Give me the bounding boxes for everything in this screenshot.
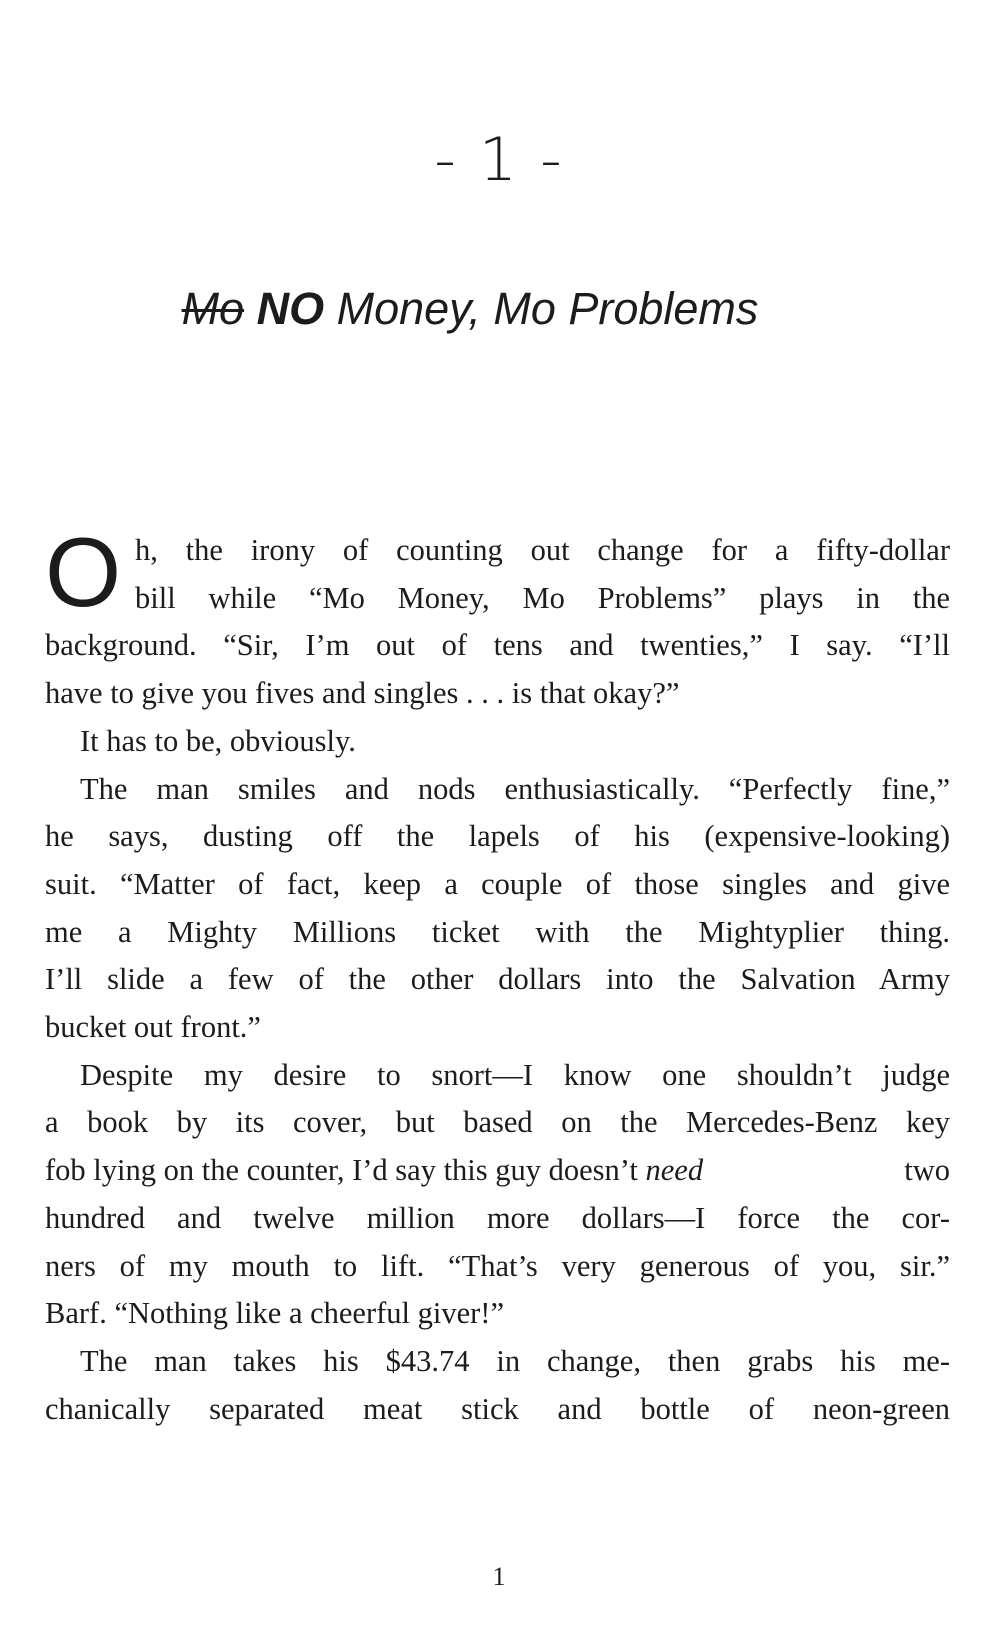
text-line: ners of my mouth to lift. “That’s very generous of you, sir.” <box>45 1248 950 1283</box>
chapter-title <box>0 283 940 335</box>
text-line: background. “Sir, I’m out of tens and twenties,” I say. “I’ll <box>45 628 950 663</box>
title-replacement-word: NO <box>256 283 325 334</box>
text-line: chanically separated meat stick and bottle of neon-green <box>45 1391 950 1426</box>
title-struck-word: Mo <box>181 283 245 334</box>
text-line: me a Mighty Millions ticket with the Mightyplier thing. <box>45 914 950 949</box>
text-line: Despite my desire to snort—I know one shouldn’t judge <box>80 1057 950 1092</box>
text-line: bucket out front.” <box>45 1010 261 1045</box>
text-line <box>45 1147 950 1195</box>
text-line: have to give you fives and singles . . . is that okay?” <box>45 676 680 711</box>
text-line: a book by its cover, but based on the Mercedes-Benz key <box>45 1105 950 1140</box>
title-rest: Money, Mo Problems <box>336 283 759 334</box>
text-line: suit. “Matter of fact, keep a couple of those singles and give <box>45 866 950 901</box>
text-line: bill while “Mo Money, Mo Problems” plays in the <box>135 580 950 615</box>
text-line: he says, dusting off the lapels of his (expensive-looking) <box>45 819 950 854</box>
text-line: h, the irony of counting out change for a fifty-dollar <box>135 533 950 567</box>
text-line: The man takes his $43.74 in change, then grabs his me- <box>80 1343 950 1378</box>
chapter-body <box>45 517 950 1433</box>
text-line: hundred and twelve million more dollars—I force the cor- <box>45 1200 950 1235</box>
page-number: 1 <box>492 1562 506 1591</box>
text-line-end: two <box>896 1153 950 1188</box>
drop-cap: O <box>45 517 122 627</box>
text-line: Barf. “Nothing like a cheerful giver!” <box>45 1296 504 1331</box>
emphasis-word: need <box>645 1153 704 1188</box>
text-line: It has to be, obviously. <box>80 723 356 758</box>
text-line-start: fob lying on the counter, I’d say this guy doesn’t <box>45 1153 646 1188</box>
text-line: I’ll slide a few of the other dollars into the Salvation Army <box>45 962 950 997</box>
text-line: The man smiles and nods enthusiastically. “Perfectly fine,” <box>80 771 950 806</box>
chapter-number: - 1 - <box>434 125 564 195</box>
